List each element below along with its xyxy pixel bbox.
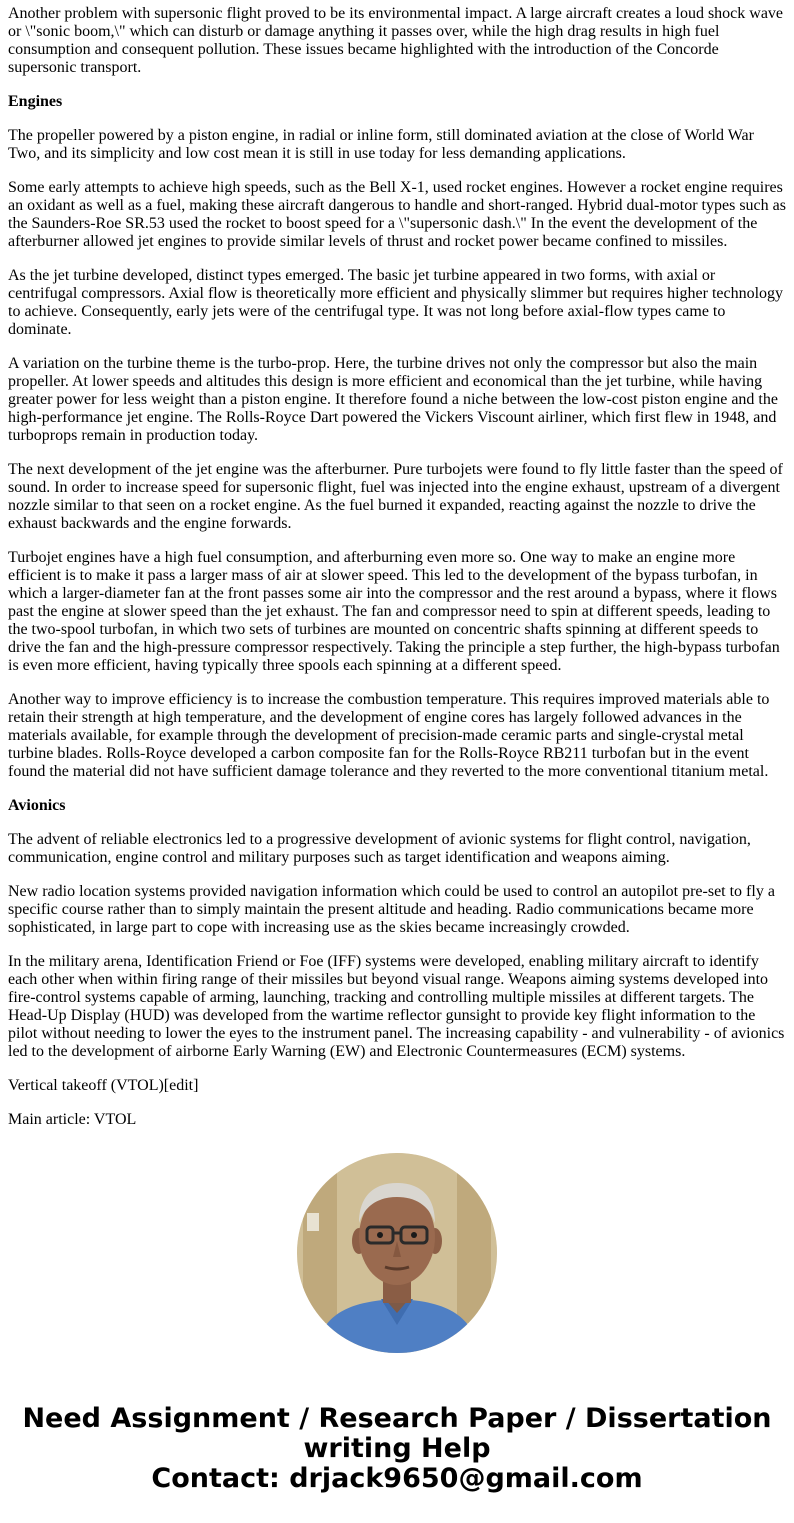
article-body: [8, 0, 787, 1145]
section-heading-engines: Engines: [8, 93, 63, 110]
paragraph-engines-4: A variation on the turbine theme is the turbo-prop. Here, the turbine drives not only the compressor but also the main propeller. At lower speeds and altitudes this design is more efficient and economical than the jet turbine, while having greater power for less weight than a piston engine. It therefore found a niche between the low-cost piston engine and the high-performance jet engine. The Rolls-Royce Dart powered the Vickers Viscount airliner, which first flew in 1948, and turboprops remain in production today.: [8, 355, 778, 444]
paragraph-engines-7: Another way to improve efficiency is to increase the combustion temperature. This requires improved materials able to retain their strength at high temperature, and the development of engine cores has largely followed advances in the materials available, for example through the development of precision-made ceramic parts and single-crystal metal turbine blades. Rolls-Royce developed a carbon composite fan for the Rolls-Royce RB211 turbofan but in the event found the material did not have sufficient damage tolerance and they reverted to the more conventional titanium metal.: [8, 691, 770, 780]
paragraph-intro: Another problem with supersonic flight proved to be its environmental impact. A large aircraft creates a loud shock wave or \"sonic boom,\" which can disturb or damage anything it passes over, while the high drag results in high fuel consumption and consequent pollution. These issues became highlighted with the introduction of the Concorde supersonic transport.: [8, 5, 784, 76]
contact-banner-line-3: Contact: drjack9650@gmail.com: [151, 1463, 643, 1494]
paragraph-engines-2: Some early attempts to achieve high speeds, such as the Bell X-1, used rocket engines. However a rocket engine requires an oxidant as well as a fuel, making these aircraft dangerous to handle and short-ranged. Hybrid dual-motor types such as the Saunders-Roe SR.53 used the rocket to boost speed for a \"supersonic dash.\" In the event the development of the afterburner allowed jet engines to provide similar levels of thrust and rocket power became confined to missiles.: [8, 179, 786, 250]
section-heading-avionics: Avionics: [8, 797, 66, 814]
paragraph-engines-5: The next development of the jet engine was the afterburner. Pure turbojets were found to fly little faster than the speed of sound. In order to increase speed for supersonic flight, fuel was injected into the engine exhaust, upstream of a divergent nozzle similar to that seen on a rocket engine. As the fuel burned it expanded, reacting against the nozzle to drive the exhaust backwards and the engine forwards.: [8, 461, 783, 532]
avatar: [297, 1153, 497, 1353]
paragraph-main-article: Main article: VTOL: [8, 1111, 137, 1128]
paragraph-engines-1: The propeller powered by a piston engine, in radial or inline form, still dominated aviation at the close of World War Two, and its simplicity and low cost mean it is still in use today for less demanding applications.: [8, 127, 754, 162]
paragraph-engines-3: As the jet turbine developed, distinct types emerged. The basic jet turbine appeared in two forms, with axial or centrifugal compressors. Axial flow is theoretically more efficient and physically slimmer but requires higher technology to achieve. Consequently, early jets were of the centrifugal type. It was not long before axial-flow types came to dominate.: [8, 267, 784, 338]
person-portrait-icon: [297, 1153, 497, 1353]
paragraph-avionics-2: New radio location systems provided navigation information which could be used to control an autopilot pre-set to fly a specific course rather than to simply maintain the present altitude and heading. Radio communications became more sophisticated, in large part to cope with increasing use as the skies became increasingly crowded.: [8, 883, 775, 936]
paragraph-avionics-1: The advent of reliable electronics led to a progressive development of avionic systems for flight control, navigation, communication, engine control and military purposes such as target identification and weapons aiming.: [8, 831, 751, 866]
paragraph-avionics-3: In the military arena, Identification Friend or Foe (IFF) systems were developed, enabling military aircraft to identify each other when within firing range of their missiles but beyond visual range. Weapons aiming systems developed into fire-control systems capable of arming, launching, tracking and controlling multiple missiles at different targets. The Head-Up Display (HUD) was developed from the wartime reflector gunsight to provide key flight information to the pilot without needing to lower the eyes to the instrument panel. The increasing capability - and vulnerability - of avionics led to the development of airborne Early Warning (EW) and Electronic Countermeasures (ECM) systems.: [8, 953, 785, 1060]
paragraph-engines-6: Turbojet engines have a high fuel consumption, and afterburning even more so. One way to make an engine more efficient is to make it pass a larger mass of air at slower speed. This led to the development of the bypass turbofan, in which a larger-diameter fan at the front passes some air into the compressor and the rest around a bypass, where it flows past the engine at slower speed than the jet exhaust. The fan and compressor need to spin at different speeds, leading to the two-spool turbofan, in which two sets of turbines are mounted on concentric shafts spinning at different speeds to drive the fan and the high-pressure compressor respectively. Taking the principle a step further, the high-bypass turbofan is even more efficient, having typically three spools each spinning at a different speed.: [8, 549, 780, 674]
contact-banner-line-1: Need Assignment / Research Paper / Dissertation: [22, 1403, 772, 1434]
contact-banner-line-2: writing Help: [303, 1433, 491, 1464]
contact-banner: [0, 1404, 794, 1494]
paragraph-vtol-heading: Vertical takeoff (VTOL)[edit]: [8, 1077, 199, 1094]
